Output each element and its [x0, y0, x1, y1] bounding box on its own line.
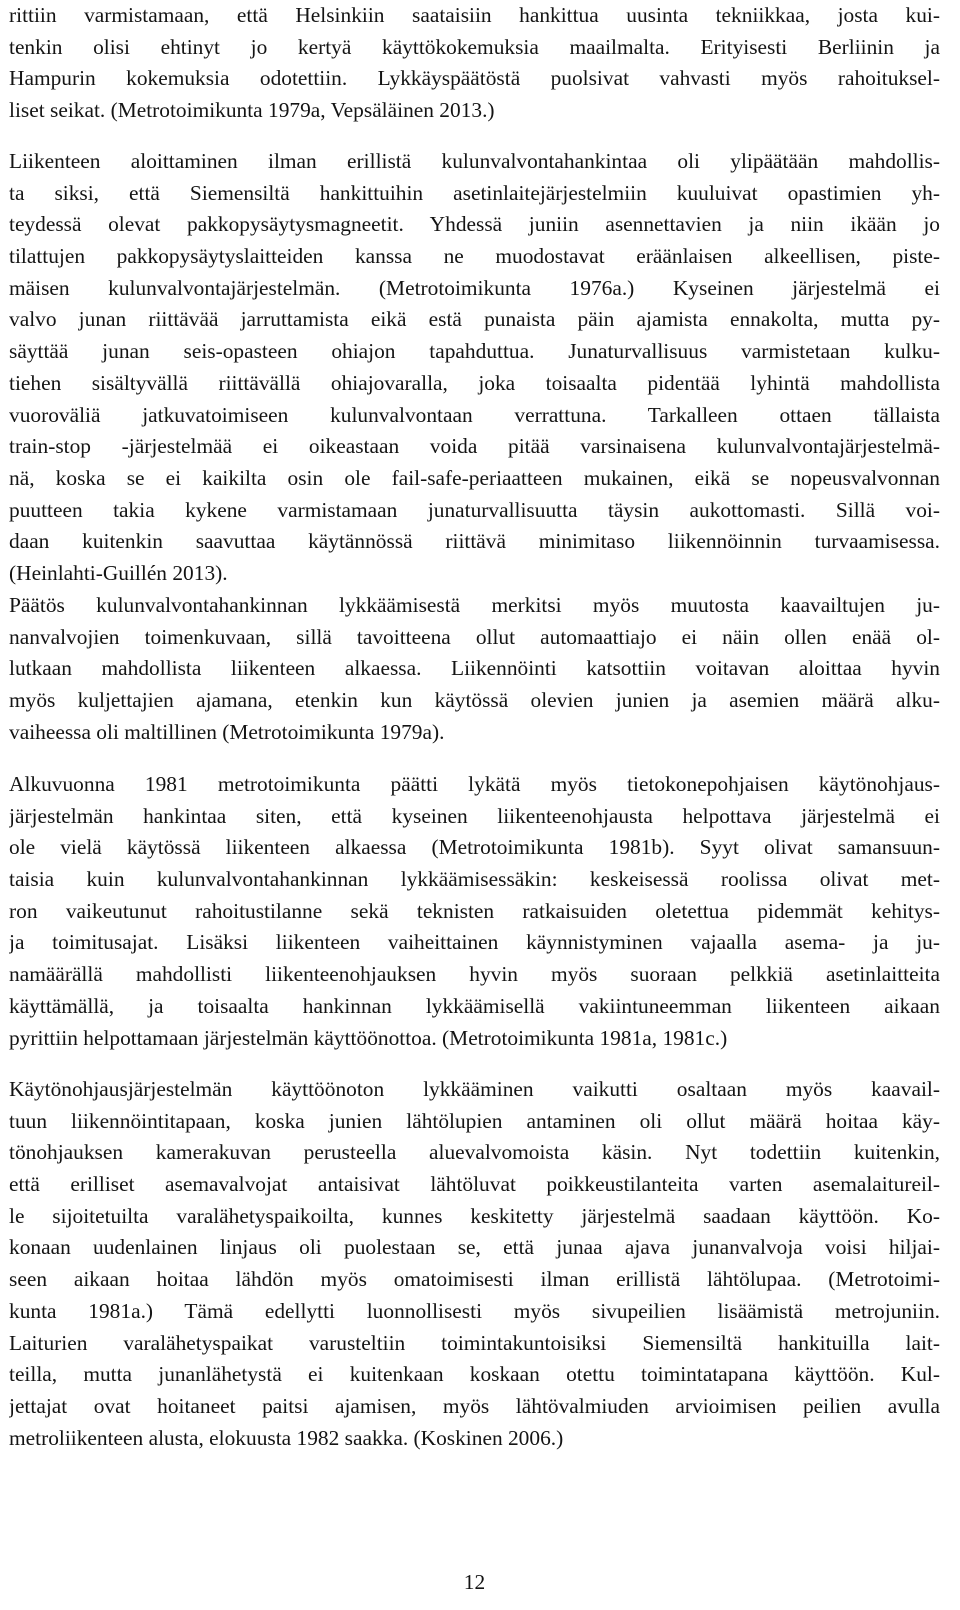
document-page: [9, 0, 940, 1610]
text-line: vuoroväliä jatkuvatoimiseen kulunvalvontaan verrattuna. Tarkalleen ottaen tällaista: [9, 402, 940, 427]
text-line: Laiturien varalähetyspaikat varusteltiin toimintakuntoisiksi Siemensiltä hankituilla lait-: [9, 1330, 940, 1355]
text-line: kunta 1981a.) Tämä edellytti luonnollisesti myös sivupeilien lisäämistä metrojuniin.: [9, 1298, 940, 1323]
text-line: konaan uudenlainen linjaus oli puolestaan se, että junaa ajava junanvalvoja voisi hiljai-: [9, 1235, 940, 1260]
text-line: vaiheessa oli maltillinen (Metrotoimikunta 1979a).: [9, 719, 445, 744]
text-line: tuun liikennöintitapaan, koska junien lähtölupien antaminen oli ollut määrä hoitaa käy-: [9, 1108, 940, 1133]
text-line: seen aikaan hoitaa lähdön myös omatoimisesti ilman erillistä lähtölupaa. (Metrotoimi-: [9, 1267, 940, 1292]
text-line: Hampurin kokemuksia odotettiin. Lykkäyspäätöstä puolsivat vahvasti myös rahoituksel-: [9, 66, 940, 91]
text-line: nanvalvojien toimenkuvaan, sillä tavoitteena ollut automaattiajo ei näin ollen enää ol-: [9, 624, 940, 649]
text-line: daan kuitenkin saavuttaa käytännössä riittävä minimitaso liikennöinnin turvaamisessa.: [9, 529, 940, 554]
text-line: ta siksi, että Siemensiltä hankittuihin asetinlaitejärjestelmiin kuuluivat opastimien yh-: [9, 180, 940, 205]
paragraph-1: [9, 0, 940, 127]
text-line: puutteen takia kykene varmistamaan junaturvallisuutta täysin aukottomasti. Sillä voi-: [9, 497, 940, 522]
text-line: Käytönohjausjärjestelmän käyttöönoton lykkääminen vaikutti osaltaan myös kaavail-: [9, 1077, 940, 1101]
text-line: jettajat ovat hoitaneet paitsi ajamisen, myös lähtövalmiuden arvioimisen peilien avulla: [9, 1393, 940, 1418]
text-line: liset seikat. (Metrotoimikunta 1979a, Vepsäläinen 2013.): [9, 98, 495, 123]
paragraph-3: [9, 590, 940, 748]
text-line: käyttämällä, ja toisaalta hankinnan lykkäämisellä vakiintuneemman liikenteen aikaan: [9, 993, 940, 1018]
text-line: taisia kuin kulunvalvontahankinnan lykkäämisessäkin: keskeisessä roolissa olivat met-: [9, 867, 940, 892]
text-line: le sijoitetuilta varalähetyspaikoilta, kunnes keskitetty järjestelmä saadaan käyttöön. Ko-: [9, 1203, 940, 1228]
paragraph-5: [9, 1074, 940, 1454]
text-line: valvo junan riittävää jarruttamista eikä estä punaista päin ajamista ennakolta, mutta py-: [9, 307, 940, 332]
text-line: nä, koska se ei kaikilta osin ole fail-safe-periaatteen mukainen, eikä se nopeusvalvonnan: [9, 465, 940, 490]
text-line: train-stop -järjestelmää ei oikeastaan voida pitää varsinaisena kulunvalvontajärjestelmä-: [9, 434, 940, 459]
page-number: 12: [463, 1570, 486, 1594]
text-line: (Heinlahti-Guillén 2013).: [9, 560, 228, 585]
text-line: metroliikenteen alusta, elokuusta 1982 saakka. (Koskinen 2006.): [9, 1425, 564, 1450]
text-line: ja toimitusajat. Lisäksi liikenteen vaiheittainen käynnistyminen vajaalla asema- ja ju-: [9, 930, 940, 955]
text-line: että erilliset asemavalvojat antaisivat lähtöluvat poikkeustilanteita varten asemalaitureil-: [9, 1172, 940, 1197]
text-line: tiehen sisältyvällä riittävällä ohiajovaralla, joka toisaalta pidentää lyhintä mahdollista: [9, 370, 940, 395]
text-line: teilla, mutta junanlähetystä ei kuitenkaan koskaan otettu toimintatapana käyttöön. Kul-: [9, 1362, 940, 1387]
text-line: Alkuvuonna 1981 metrotoimikunta päätti lykätä myös tietokonepohjaisen käytönohjaus-: [9, 772, 940, 796]
text-line: teydessä olevat pakkopysäytysmagneetit. Yhdessä juniin asennettavien ja niin ikään jo: [9, 212, 940, 237]
text-line: namäärällä mahdollisti liikenteenohjauksen hyvin myös suoraan pelkkiä asetinlaitteita: [9, 962, 940, 987]
text-line: lutkaan mahdollista liikenteen alkaessa. Liikennöinti katsottiin voitavan aloittaa hyvin: [9, 656, 940, 681]
text-line: ole vielä käytössä liikenteen alkaessa (Metrotoimikunta 1981b). Syyt olivat samansuun-: [9, 835, 940, 860]
text-line: myös kuljettajien ajamana, etenkin kun käytössä olevien junien ja asemien määrä alku-: [9, 688, 940, 713]
paragraph-4: [9, 769, 940, 1054]
text-line: pyrittiin helpottamaan järjestelmän käyttöönottoa. (Metrotoimikunta 1981a, 1981c.): [9, 1025, 728, 1050]
text-line: Liikenteen aloittaminen ilman erillistä kulunvalvontahankintaa oli ylipäätään mahdollis-: [9, 149, 940, 173]
text-line: tönohjauksen kamerakuvan perusteella aluevalvomoista käsin. Nyt todettiin kuitenkin,: [9, 1140, 940, 1165]
text-line: tilattujen pakkopysäytyslaitteiden kanssa ne muodostavat eräänlaisen alkeellisen, piste-: [9, 244, 940, 269]
text-line: ron vaikeutunut rahoitustilanne sekä teknisten ratkaisuiden oletettua pidemmät kehitys-: [9, 898, 940, 923]
text-line: mäisen kulunvalvontajärjestelmän. (Metrotoimikunta 1976a.) Kyseinen järjestelmä ei: [9, 275, 940, 300]
text-line: järjestelmän hankintaa siten, että kyseinen liikenteenohjausta helpottava järjestelmä ei: [9, 803, 940, 828]
text-line: Päätös kulunvalvontahankinnan lykkäämisestä merkitsi myös muutosta kaavailtujen ju-: [9, 593, 940, 617]
text-line: tenkin olisi ehtinyt jo kertyä käyttökokemuksia maailmalta. Erityisesti Berliinin ja: [9, 34, 940, 59]
text-line: rittiin varmistamaan, että Helsinkiin saataisiin hankittua uusinta tekniikkaa, josta kui-: [9, 3, 940, 27]
paragraph-2: [9, 146, 940, 590]
text-line: säyttää junan seis-opasteen ohiajon tapahduttua. Junaturvallisuus varmistetaan kulku-: [9, 339, 940, 364]
